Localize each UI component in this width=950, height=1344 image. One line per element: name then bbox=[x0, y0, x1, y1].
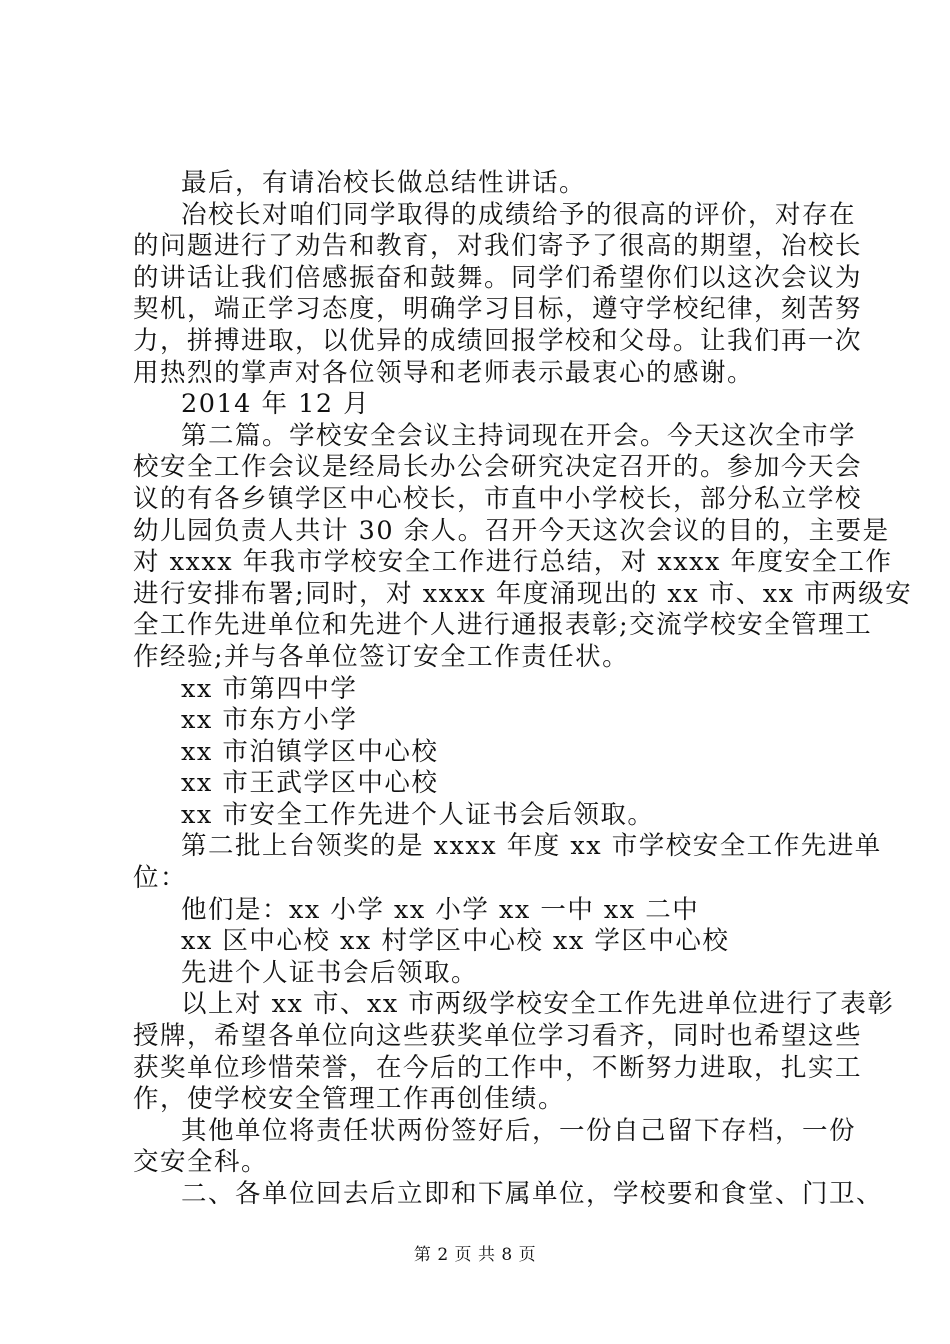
text-line: 第二批上台领奖的是 xxxx 年度 xx 市学校安全工作先进单 bbox=[181, 831, 882, 862]
text-line: 的讲话让我们倍感振奋和鼓舞。同学们希望你们以这次会议为 bbox=[133, 262, 863, 293]
text-line: 对 xxxx 年我市学校安全工作进行总结，对 xxxx 年度安全工作 bbox=[133, 547, 893, 578]
page-number: 第 2 页 共 8 页 bbox=[413, 1245, 537, 1265]
text-line: xx 市东方小学 bbox=[181, 705, 358, 736]
text-line: 全工作先进单位和先进个人进行通报表彰;交流学校安全管理工 bbox=[133, 610, 873, 641]
text-line: 最后，有请冶校长做总结性讲话。 bbox=[181, 168, 587, 198]
text-line: 获奖单位珍惜荣誉，在今后的工作中，不断努力进取，扎实工 bbox=[133, 1052, 863, 1083]
text-line: 交安全科。 bbox=[133, 1147, 269, 1178]
text-line: 校安全工作会议是经局长办公会研究决定召开的。参加今天会 bbox=[133, 452, 863, 483]
text-line: 先进个人证书会后领取。 bbox=[181, 957, 479, 988]
text-line: 契机，端正学习态度，明确学习目标，遵守学校纪律，刻苦努 bbox=[133, 294, 863, 325]
text-line: xx 区中心校 xx 村学区中心校 xx 学区中心校 bbox=[181, 926, 730, 957]
text-line: 授牌，希望各单位向这些获奖单位学习看齐，同时也希望这些 bbox=[133, 1021, 863, 1052]
text-line: 位： bbox=[133, 863, 188, 894]
text-line: xx 市安全工作先进个人证书会后领取。 bbox=[181, 799, 655, 830]
text-line: 用热烈的掌声对各位领导和老师表示最衷心的感谢。 bbox=[133, 357, 755, 388]
text-line: 的问题进行了劝告和教育，对我们寄予了很高的期望，冶校长 bbox=[133, 231, 863, 262]
text-line: 进行安排布署;同时，对 xxxx 年度涌现出的 xx 市、xx 市两级安 bbox=[133, 578, 913, 609]
text-line: 幼儿园负责人共计 30 余人。召开今天这次会议的目的，主要是 bbox=[133, 515, 890, 546]
text-line: 以上对 xx 市、xx 市两级学校安全工作先进单位进行了表彰 bbox=[181, 989, 895, 1020]
text-line: 2014 年 12 月 bbox=[181, 389, 371, 420]
text-line: xx 市泊镇学区中心校 bbox=[181, 736, 439, 767]
text-line: 作经验;并与各单位签订安全工作责任状。 bbox=[133, 641, 630, 672]
text-line: 议的有各乡镇学区中心校长，市直中小学校长，部分私立学校 bbox=[133, 483, 863, 514]
text-line: 二、各单位回去后立即和下属单位，学校要和食堂、门卫、 bbox=[181, 1179, 884, 1209]
text-line: 冶校长对咱们同学取得的成绩给予的很高的评价，对存在 bbox=[181, 199, 857, 230]
text-line: 他们是：xx 小学 xx 小学 xx 一中 xx 二中 bbox=[181, 894, 700, 925]
text-line: 力，拼搏进取，以优异的成绩回报学校和父母。让我们再一次 bbox=[133, 325, 863, 356]
text-line: 第二篇。学校安全会议主持词现在开会。今天这次全市学 bbox=[181, 420, 857, 451]
document-body bbox=[133, 168, 913, 1211]
page-footer bbox=[0, 1240, 950, 1265]
text-line: xx 市王武学区中心校 bbox=[181, 768, 439, 799]
text-line: 其他单位将责任状两份签好后，一份自己留下存档，一份 bbox=[181, 1115, 857, 1146]
text-line: 作，使学校安全管理工作再创佳绩。 bbox=[133, 1084, 566, 1115]
text-line: xx 市第四中学 bbox=[181, 673, 358, 704]
